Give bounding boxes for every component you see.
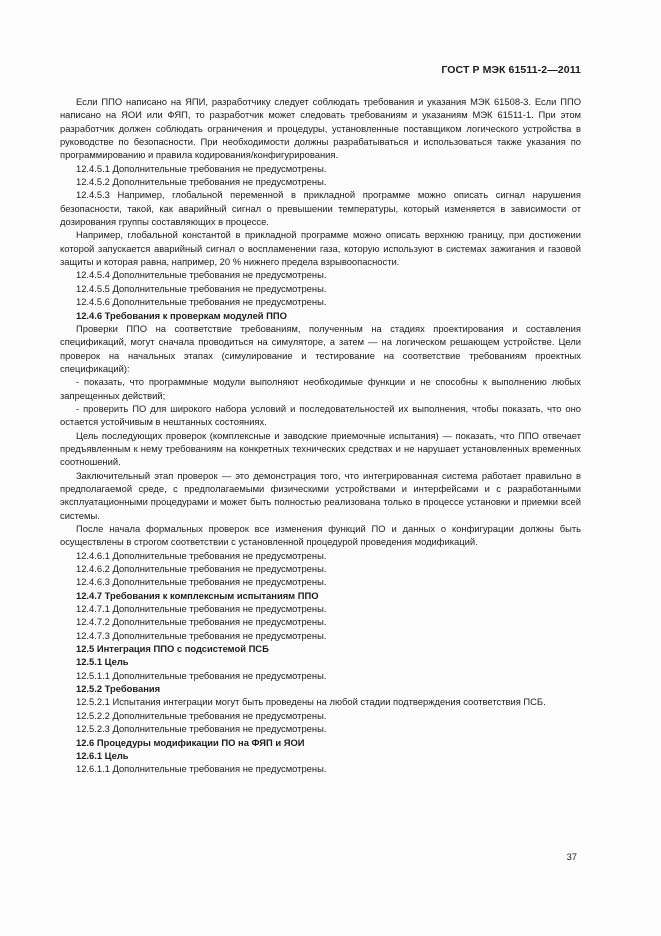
page-number: 37 [566,851,577,862]
paragraph: - показать, что программные модули выполняют необходимые функции и не способны к выполнению любых запрещенных действий; [60,376,581,401]
paragraph: - проверить ПО для широкого набора условий и последовательностей их выполнения, чтобы показать, что оно остается устойчивым в нештанных состояниях. [60,402,581,428]
paragraph: 12.4.6.1 Дополнительные требования не предусмотрены. [76,549,327,561]
paragraph: 12.4.5.2 Дополнительные требования не предусмотрены. [76,176,327,188]
document-header: ГОСТ Р МЭК 61511-2—2011 [441,64,581,76]
paragraph: 12.5.1.1 Дополнительные требования не предусмотрены. [76,669,327,681]
paragraph: 12.4.7.2 Дополнительные требования не предусмотрены. [76,616,327,628]
paragraph: 12.4.5.5 Дополнительные требования не предусмотрены. [76,282,327,294]
paragraph: Если ППО написано на ЯПИ, разработчику следует соблюдать требования и указания МЭК 61508-3. Если ППО написано на ЯОИ или ФЯП, то разработчик может следовать требованиям и указаниям МЭК 61511-1. При этом разработчик должен соблюдать ограничения и процедуры, установленные поставщиком логического устройства в руководстве по безопасности. При необходимости должны разрабатываться и использоваться также указания по программированию и правила кодирования/конфигурирования. [60,96,581,161]
paragraph: Заключительный этап проверок — это демонстрация того, что интегрированная система работает правильно в предполагаемой среде, с предполагаемыми физическими устройствами и интерфейсами и с разработанными эксплуатационными процедурами и может быть полностью реализована только в процессе установки и приемки всей системы. [60,469,581,521]
paragraph: 12.4.6.3 Дополнительные требования не предусмотрены. [76,576,327,588]
section-heading: 12.6 Процедуры модификации ПО на ФЯП и ЯОИ [76,736,305,748]
paragraph: 12.5.2.3 Дополнительные требования не предусмотрены. [76,723,327,735]
paragraph: 12.4.5.6 Дополнительные требования не предусмотрены. [76,296,327,308]
section-heading: 12.5 Интеграция ППО с подсистемой ПСБ [76,643,269,655]
document-body [60,95,581,776]
paragraph: 12.4.5.4 Дополнительные требования не предусмотрены. [76,269,327,281]
section-heading: 12.5.2 Требования [76,683,161,695]
section-heading: 12.4.6 Требования к проверкам модулей ППО [76,309,287,321]
paragraph: 12.6.1.1 Дополнительные требования не предусмотрены. [76,763,327,775]
paragraph: 12.4.7.1 Дополнительные требования не предусмотрены. [76,603,327,615]
paragraph: 12.4.6.2 Дополнительные требования не предусмотрены. [76,563,327,575]
paragraph: Например, глобальной константой в прикладной программе можно описать верхнюю границу, при достижении которой запускается аварийный сигнал о воспламенении газа, которую используют в системах зажигания и газовой защиты и которая равна, например, 20 % нижнего предела взрывоопасности. [60,229,581,268]
section-heading: 12.6.1 Цель [76,749,129,761]
paragraph: 12.4.5.1 Дополнительные требования не предусмотрены. [76,162,327,174]
paragraph: Цель последующих проверок (комплексные и заводские приемочные испытания) — показать, что ППО отвечает предъявленным к нему требованиям на конкретных технических средствах и не нарушает установленных временных соотношений. [60,429,581,468]
section-heading: 12.4.7 Требования к комплексным испытаниям ППО [76,589,319,601]
paragraph: 12.4.7.3 Дополнительные требования не предусмотрены. [76,629,327,641]
paragraph: 12.5.2.2 Дополнительные требования не предусмотрены. [76,709,327,721]
paragraph: После начала формальных проверок все изменения функций ПО и данных о конфигурации должны быть осуществлены в строгом соответствии с установленной процедурой проведения модификаций. [60,523,581,548]
paragraph: 12.4.5.3 Например, глобальной переменной в прикладной программе можно описать сигнал нарушения безопасности, такой, как аварийный сигнал о превышении температуры, который изменяется в зависимости от дозирования группы составляющих в процессе. [60,189,581,228]
section-heading: 12.5.1 Цель [76,656,129,668]
paragraph: Проверки ППО на соответствие требованиям, полученным на стадиях проектирования и составления спецификаций, могут сначала проводиться на симуляторе, а затем — на логическом решающем устройстве. Цели проверок на начальных этапах (симулирование и тестирование на соответствие требованиям проектных спецификаций): [60,322,581,374]
paragraph: 12.5.2.1 Испытания интеграции могут быть проведены на любой стадии подтверждения соответствия ПСБ. [76,696,546,708]
